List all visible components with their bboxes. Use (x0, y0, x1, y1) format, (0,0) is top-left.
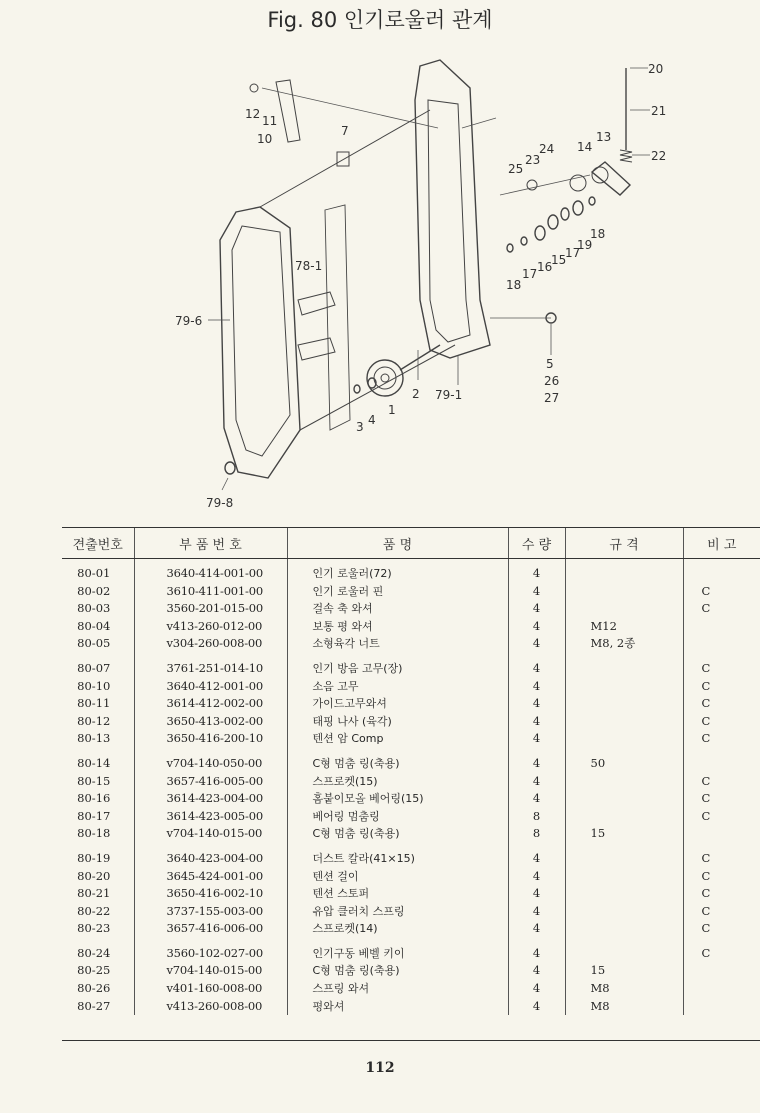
callout-14: 14 (577, 140, 593, 154)
remark-cell: C (683, 790, 760, 808)
page-title: Fig. 80 인기로울러 관계 (267, 8, 493, 32)
callout-79-6: 79-6 (175, 314, 203, 328)
part-name-cell: 텐션 걸이 (287, 868, 508, 886)
remark-cell: C (683, 730, 760, 748)
ref-no-cell: 80-07 (77, 660, 111, 675)
callout-5: 5 (546, 357, 554, 371)
exploded-parts-diagram (0, 40, 760, 520)
remark-cell: C (683, 938, 760, 963)
remark-cell (683, 962, 760, 980)
part-no-cell: 3650-416-002-10 (134, 885, 287, 903)
table-row (62, 920, 760, 938)
callout-20: 20 (648, 62, 664, 76)
remark-cell (683, 825, 760, 843)
part-no-cell: 3560-201-015-00 (134, 600, 287, 618)
remark-cell: C (683, 583, 760, 601)
table-row (62, 695, 760, 713)
callout-11: 11 (262, 114, 278, 128)
remark-cell: C (683, 773, 760, 791)
quantity-cell: 4 (508, 559, 565, 583)
table-header-row (62, 528, 760, 559)
part-no-cell: v704-140-015-00 (134, 825, 287, 843)
table-row (62, 635, 760, 653)
spec-cell: M8 (565, 998, 683, 1016)
quantity-cell: 4 (508, 730, 565, 748)
spec-cell (565, 583, 683, 601)
quantity-cell: 4 (508, 843, 565, 868)
part-name-cell: 소형육각 너트 (287, 635, 508, 653)
remark-cell: C (683, 653, 760, 678)
table-row (62, 808, 760, 826)
ref-no-cell: 80-26 (77, 981, 111, 996)
part-name-cell: 더스트 칼라(41×15) (287, 843, 508, 868)
spec-cell (565, 885, 683, 903)
remark-cell: C (683, 920, 760, 938)
part-no-cell: 3614-412-002-00 (134, 695, 287, 713)
callout-79-1: 79-1 (435, 388, 463, 402)
quantity-cell: 4 (508, 903, 565, 921)
part-no-cell: 3761-251-014-10 (134, 653, 287, 678)
remark-cell: C (683, 843, 760, 868)
part-name-cell: C형 멈춤 링(축용) (287, 962, 508, 980)
callout-79-8: 79-8 (206, 496, 234, 510)
part-no-cell: 3640-414-001-00 (134, 559, 287, 583)
ref-no-cell: 80-22 (77, 903, 111, 918)
ref-no-cell: 80-10 (77, 678, 111, 693)
callout-12: 12 (245, 107, 261, 121)
spec-cell (565, 790, 683, 808)
spec-cell (565, 920, 683, 938)
remark-cell (683, 635, 760, 653)
remark-cell: C (683, 808, 760, 826)
remark-cell (683, 559, 760, 583)
part-no-cell: 3645-424-001-00 (134, 868, 287, 886)
header-part-name: 품 명 (287, 528, 508, 559)
remark-cell: C (683, 885, 760, 903)
quantity-cell: 4 (508, 713, 565, 731)
callout-18b: 18 (506, 278, 522, 292)
quantity-cell: 4 (508, 962, 565, 980)
table-row (62, 998, 760, 1016)
part-name-cell: C형 멈춤 링(축용) (287, 748, 508, 773)
ref-no-cell: 80-12 (77, 713, 111, 728)
ref-no-cell: 80-03 (77, 601, 111, 616)
table-row (62, 583, 760, 601)
quantity-cell: 4 (508, 635, 565, 653)
part-name-cell: 스프로켓(14) (287, 920, 508, 938)
callout-23: 23 (525, 153, 541, 167)
ref-no-cell: 80-16 (77, 791, 111, 806)
part-no-cell: v401-160-008-00 (134, 980, 287, 998)
ref-no-cell: 80-01 (77, 566, 111, 580)
ref-no-cell: 80-11 (77, 696, 111, 711)
callout-27: 27 (544, 391, 560, 405)
table-row (62, 980, 760, 998)
table-row (62, 653, 760, 678)
remark-cell (683, 618, 760, 636)
part-no-cell: 3657-416-006-00 (134, 920, 287, 938)
table-row (62, 773, 760, 791)
callout-16: 16 (537, 260, 553, 274)
part-no-cell: v413-260-008-00 (134, 998, 287, 1016)
remark-cell: C (683, 868, 760, 886)
callout-15: 15 (551, 253, 567, 267)
quantity-cell: 4 (508, 885, 565, 903)
quantity-cell: 4 (508, 600, 565, 618)
ref-no-cell: 80-14 (77, 755, 111, 770)
callout-2: 2 (412, 387, 420, 401)
part-name-cell: 걸속 축 와셔 (287, 600, 508, 618)
part-no-cell: 3610-411-001-00 (134, 583, 287, 601)
callout-17: 17 (565, 246, 581, 260)
main-frame-outline (415, 60, 490, 358)
callout-21: 21 (651, 104, 667, 118)
quantity-cell: 4 (508, 773, 565, 791)
table-row (62, 730, 760, 748)
part-no-cell: v704-140-050-00 (134, 748, 287, 773)
quantity-cell: 4 (508, 748, 565, 773)
ref-no-cell: 80-05 (77, 636, 111, 651)
spec-cell: M8, 2종 (565, 635, 683, 653)
remark-cell (683, 980, 760, 998)
part-name-cell: 평와셔 (287, 998, 508, 1016)
table-row (62, 618, 760, 636)
ref-no-cell: 80-13 (77, 731, 111, 746)
part-name-cell: 인기 방음 고무(장) (287, 653, 508, 678)
table-row (62, 938, 760, 963)
spec-cell (565, 600, 683, 618)
part-no-cell: v304-260-008-00 (134, 635, 287, 653)
part-name-cell: 소음 고무 (287, 678, 508, 696)
table-row (62, 559, 760, 583)
quantity-cell: 4 (508, 618, 565, 636)
part-name-cell: 태핑 나사 (육각) (287, 713, 508, 731)
quantity-cell: 4 (508, 583, 565, 601)
callout-24: 24 (539, 142, 555, 156)
spec-cell (565, 903, 683, 921)
ref-no-cell: 80-23 (77, 921, 111, 936)
spec-cell (565, 678, 683, 696)
table-row (62, 600, 760, 618)
page-number: 112 (365, 1060, 395, 1076)
cover-left-outline (220, 207, 300, 478)
part-no-cell: v413-260-012-00 (134, 618, 287, 636)
part-name-cell: 텐션 암 Comp (287, 730, 508, 748)
spec-cell (565, 559, 683, 583)
callout-10: 10 (257, 132, 273, 146)
ref-no-cell: 80-04 (77, 618, 111, 633)
parts-table (62, 527, 760, 1015)
remark-cell: C (683, 678, 760, 696)
spec-cell: M12 (565, 618, 683, 636)
ref-no-cell: 80-18 (77, 826, 111, 841)
quantity-cell: 4 (508, 678, 565, 696)
spec-cell (565, 653, 683, 678)
part-no-cell: 3657-416-005-00 (134, 773, 287, 791)
part-name-cell: C형 멈춤 링(축용) (287, 825, 508, 843)
quantity-cell: 4 (508, 790, 565, 808)
callout-1: 1 (388, 403, 396, 417)
callout-3: 3 (356, 420, 364, 434)
table-row (62, 868, 760, 886)
table-row (62, 678, 760, 696)
ref-no-cell: 80-02 (77, 583, 111, 598)
quantity-cell: 8 (508, 808, 565, 826)
spec-cell (565, 730, 683, 748)
remark-cell: C (683, 695, 760, 713)
callout-13: 13 (596, 130, 612, 144)
table-row (62, 962, 760, 980)
table-row (62, 825, 760, 843)
spec-cell (565, 938, 683, 963)
part-no-cell: 3737-155-003-00 (134, 903, 287, 921)
ref-no-cell: 80-21 (77, 886, 111, 901)
quantity-cell: 8 (508, 825, 565, 843)
ref-no-cell: 80-19 (77, 850, 111, 865)
remark-cell: C (683, 713, 760, 731)
quantity-cell: 4 (508, 653, 565, 678)
callout-26: 26 (544, 374, 560, 388)
callout-78-1: 78-1 (295, 259, 323, 273)
cover-left-inner (232, 226, 290, 456)
remark-cell (683, 748, 760, 773)
parts-table-body (62, 559, 760, 1016)
part-no-cell: 3650-413-002-00 (134, 713, 287, 731)
ref-no-cell: 80-25 (77, 963, 111, 978)
part-name-cell: 인기 로울러(72) (287, 559, 508, 583)
ref-no-cell: 80-15 (77, 773, 111, 788)
part-name-cell: 가이드고무와셔 (287, 695, 508, 713)
part-no-cell: 3560-102-027-00 (134, 938, 287, 963)
table-row (62, 713, 760, 731)
header-part-no: 부 품 번 호 (134, 528, 287, 559)
callout-19: 19 (577, 238, 593, 252)
part-name-cell: 스프로켓(15) (287, 773, 508, 791)
table-bottom-rule (62, 1040, 760, 1041)
part-no-cell: 3640-412-001-00 (134, 678, 287, 696)
header-remarks: 비 고 (683, 528, 760, 559)
spec-cell: 50 (565, 748, 683, 773)
quantity-cell: 4 (508, 938, 565, 963)
callout-18: 18 (590, 227, 606, 241)
callout-25: 25 (508, 162, 524, 176)
spec-cell (565, 713, 683, 731)
part-name-cell: 보통 평 와셔 (287, 618, 508, 636)
header-ref-no: 견출번호 (62, 528, 134, 559)
quantity-cell: 4 (508, 920, 565, 938)
part-name-cell: 인기구동 베벨 키이 (287, 938, 508, 963)
ref-no-cell: 80-20 (77, 868, 111, 883)
ref-no-cell: 80-27 (77, 998, 111, 1013)
part-name-cell: 스프링 와셔 (287, 980, 508, 998)
remark-cell: C (683, 600, 760, 618)
spec-cell (565, 695, 683, 713)
spec-cell (565, 868, 683, 886)
remark-cell: C (683, 903, 760, 921)
spec-cell: M8 (565, 980, 683, 998)
table-row (62, 790, 760, 808)
part-no-cell: 3614-423-005-00 (134, 808, 287, 826)
part-no-cell: 3640-423-004-00 (134, 843, 287, 868)
part-name-cell: 유압 클러치 스프링 (287, 903, 508, 921)
callout-22: 22 (651, 149, 667, 163)
table-row (62, 748, 760, 773)
header-quantity: 수 량 (508, 528, 565, 559)
table-row (62, 843, 760, 868)
spec-cell (565, 843, 683, 868)
part-name-cell: 텐션 스토퍼 (287, 885, 508, 903)
quantity-cell: 4 (508, 695, 565, 713)
remark-cell (683, 998, 760, 1016)
part-no-cell: v704-140-015-00 (134, 962, 287, 980)
main-frame-inner (428, 100, 470, 342)
quantity-cell: 4 (508, 868, 565, 886)
callout-17b: 17 (522, 267, 538, 281)
quantity-cell: 4 (508, 998, 565, 1016)
spec-cell (565, 773, 683, 791)
table-row (62, 903, 760, 921)
callout-7: 7 (341, 124, 349, 138)
callout-4: 4 (368, 413, 376, 427)
part-name-cell: 베어링 멈춤링 (287, 808, 508, 826)
spec-cell: 15 (565, 962, 683, 980)
part-no-cell: 3650-416-200-10 (134, 730, 287, 748)
spec-cell: 15 (565, 825, 683, 843)
ref-no-cell: 80-24 (77, 945, 111, 960)
ref-no-cell: 80-17 (77, 808, 111, 823)
part-name-cell: 홈붙이모올 베어링(15) (287, 790, 508, 808)
part-name-cell: 인기 로울러 핀 (287, 583, 508, 601)
part-no-cell: 3614-423-004-00 (134, 790, 287, 808)
spec-cell (565, 808, 683, 826)
header-spec: 규 격 (565, 528, 683, 559)
table-row (62, 885, 760, 903)
quantity-cell: 4 (508, 980, 565, 998)
